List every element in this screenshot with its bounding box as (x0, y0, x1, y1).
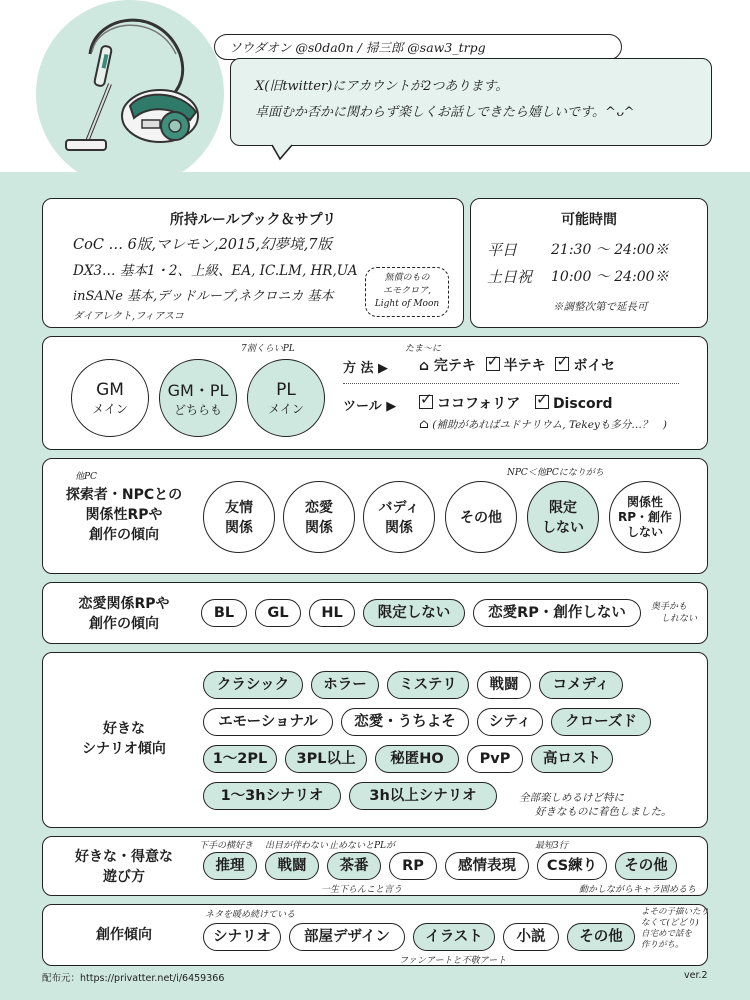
method-half-text: 半テキ (503, 358, 546, 374)
circle-line: 関係性 (626, 494, 663, 509)
note-line: 自宅めで話を (641, 929, 693, 939)
pill-other: その他 (615, 852, 677, 880)
tool-label: ツール ▶ (343, 399, 397, 414)
circle-line: RP・創作 (617, 509, 673, 524)
tool-options (419, 393, 613, 413)
tool-cocofolia: ココフォリア (437, 396, 521, 412)
combat-note: 出目が伴わない (265, 841, 329, 851)
pill-closed: クローズド (551, 708, 651, 736)
pl-ratio-note: 7割くらいPL (241, 344, 295, 354)
circle-line: メイン (268, 401, 304, 416)
pill-deduction: 推理 (203, 852, 257, 880)
note-line: なくて(どどり) (641, 918, 699, 928)
label-line: 関係性RPや (85, 507, 163, 523)
deduction-note: 下手の横好き (199, 841, 254, 851)
circle-line: その他 (460, 510, 502, 526)
farce-note-bottom: 一生下らんこと言う (321, 885, 403, 895)
pill-no-romance: 恋愛RP・創作しない (473, 599, 641, 627)
label-line: 創作の傾向 (89, 527, 159, 543)
pl-main-circle (247, 359, 325, 437)
pill-other: その他 (567, 923, 635, 951)
gm-main-circle (71, 359, 149, 437)
buddy-circle (363, 481, 435, 553)
pill-3h-plus: 3h以上シナリオ (349, 782, 497, 810)
pill-room-design: 部屋デザイン (289, 923, 405, 951)
label-line: シナリオ傾向 (82, 741, 166, 757)
circle-line: バディ (378, 500, 420, 516)
pill-novel: 小説 (503, 923, 559, 951)
farce-note: 止めないとPLが (329, 841, 396, 851)
role-card (42, 336, 708, 450)
speech-bubble (230, 58, 712, 146)
rulebook-dx3: DX3… 基本1・2、上級、EA, IC.LM, HR,UA (73, 263, 358, 279)
circle-line: しない (542, 520, 584, 536)
pill-1-3h: 1〜3hシナリオ (203, 782, 341, 810)
creation-card (42, 904, 708, 966)
label-line: 恋愛関係RPや (78, 596, 170, 612)
circle-line: しない (626, 524, 663, 539)
pill-comedy: コメディ (539, 671, 623, 699)
pill-illustration: イラスト (413, 923, 495, 951)
other-creation-note (641, 907, 709, 951)
pill-cs: CS練り (537, 852, 607, 880)
note-line: 全部楽しめるけど特に (519, 792, 624, 804)
play-style-label (51, 847, 197, 887)
note-line: 好きなものに着色しました。 (535, 806, 672, 818)
no-relationship-circle (609, 481, 681, 553)
pill-farce: 茶番 (327, 852, 381, 880)
scenario-note (519, 791, 672, 819)
vacuum-cleaner-illustration (30, 0, 230, 194)
checkbox-icon (555, 357, 569, 371)
circle-line: 恋愛 (305, 500, 333, 516)
divider (343, 383, 679, 384)
tool-extra-text: (補助があればユドナリウム, Tekeyも多分…？ ) (432, 419, 667, 431)
scenario-label (51, 719, 197, 759)
method-options (419, 355, 615, 375)
rulebook-insane: inSANe 基本,デッドループ,ネクロニカ 基本 (73, 289, 334, 304)
romance-circle (283, 481, 355, 553)
other-note-bottom: 動かしながらキャラ固めるち (579, 885, 697, 895)
name-bar (214, 34, 622, 60)
other-circle (445, 481, 517, 553)
note-line: 奥手かも (651, 602, 688, 612)
pill-bl: BL (201, 599, 247, 627)
method-label: 方 法 ▶ (343, 361, 389, 376)
pill-pvp: PvP (467, 745, 523, 773)
label-line: 好きな・得意な (75, 849, 173, 865)
holiday-time: 10:00 〜 24:00※ (551, 269, 669, 285)
play-style-card (42, 836, 708, 896)
circle-line: 限定 (549, 500, 577, 516)
rarely-icon: ⌂ (419, 358, 430, 374)
pill-3pl-plus: 3PL以上 (285, 745, 367, 773)
pill-no-limit: 限定しない (363, 599, 465, 627)
circle-line: 友情 (225, 500, 253, 516)
pill-hl: HL (309, 599, 355, 627)
circle-line: GM (96, 379, 124, 400)
method-voice: ボイセ (573, 358, 615, 374)
circle-line: メイン (92, 401, 128, 416)
pill-rp: RP (389, 852, 437, 880)
weekday-label: 平日 (487, 241, 518, 259)
method-note: たま〜に (405, 344, 442, 354)
gm-pl-both-circle (159, 359, 237, 437)
friendship-circle (203, 481, 275, 553)
free-rulebook-note (365, 267, 449, 317)
romance-card (42, 582, 708, 644)
version-label: ver.2 (684, 970, 708, 981)
pill-classic: クラシック (203, 671, 303, 699)
pill-combat: 戦闘 (477, 671, 531, 699)
pill-scenario: シナリオ (203, 923, 281, 951)
relationship-card (42, 458, 708, 574)
pill-1-2pl: 1〜2PL (203, 745, 277, 773)
bubble-line-2: 卓面むか否かに関わらず楽しくお話しできたら嬉しいです。^ᴗ^ (255, 105, 635, 120)
pill-city: シティ (477, 708, 543, 736)
label-line: 遊び方 (103, 869, 145, 885)
holiday-label: 土日祝 (487, 268, 533, 286)
creation-label: 創作傾向 (96, 927, 152, 943)
pill-emotional: エモーショナル (203, 708, 333, 736)
speech-bubble-tail (270, 142, 296, 162)
pill-romance-uchiyoso: 恋愛・うちよそ (341, 708, 469, 736)
weekday-time: 21:30 〜 24:00※ (551, 242, 669, 258)
pill-secret-ho: 秘匿HO (375, 745, 459, 773)
account-names: ソウダオン @s0da0n / 掃三郎 @saw3_trpg (229, 40, 486, 55)
note-line: よその子描いたり (641, 907, 710, 917)
no-limit-circle (527, 481, 599, 553)
circle-line: PL (276, 379, 296, 400)
circle-line: 関係 (225, 520, 253, 536)
pill-gl: GL (255, 599, 301, 627)
circle-line: どちらも (173, 403, 222, 417)
circle-line: 関係 (305, 520, 333, 536)
fanart-note: ファンアートと不敬アート (399, 956, 507, 966)
checkbox-icon (535, 395, 549, 409)
label-line: 探索者・NPCとの (65, 487, 183, 503)
note-line: しれない (661, 614, 698, 624)
rulebook-coc: CoC … 6版,マレモン,2015,幻夢境,7版 (73, 237, 332, 253)
cs-note: 最短3行 (535, 841, 568, 851)
npc-note: NPC＜他PCになりがち (507, 468, 604, 478)
rulebook-card (42, 198, 464, 328)
pill-emotion: 感情表現 (445, 852, 529, 880)
time-note: ※調整次第で延長可 (553, 301, 648, 313)
romance-label (51, 594, 197, 634)
free-note-line: エモクロア, (383, 286, 431, 296)
scenario-note: ネタを暖め続けている (205, 910, 296, 920)
label-line: 創作の傾向 (89, 616, 159, 632)
circle-line: 関係 (385, 520, 413, 536)
bubble-line-1: X(旧twitter)にアカウントが2つあります。 (255, 79, 509, 94)
circle-line: GM・PL (167, 381, 229, 400)
free-note-line: 無償のもの (384, 273, 430, 283)
other-pc-note: 他PC (75, 472, 97, 482)
pill-horror: ホラー (311, 671, 379, 699)
checkbox-icon (419, 395, 433, 409)
rulebook-others: ダイアレクト,フィアスコ (73, 311, 184, 322)
time-title: 可能時間 (561, 212, 617, 228)
note-line: 作りがち。 (641, 940, 684, 950)
pill-mystery: ミステリ (387, 671, 469, 699)
rulebook-title: 所持ルールブック＆サプリ (169, 212, 337, 228)
pill-combat: 戦闘 (265, 852, 319, 880)
romance-note (651, 601, 697, 625)
source-link[interactable]: 配布元：https://privatter.net/i/6459366 (42, 973, 225, 984)
tool-extra (419, 417, 667, 432)
pill-high-lost: 高ロスト (531, 745, 613, 773)
label-line: 好きな (103, 721, 145, 737)
free-note-line: Light of Moon (374, 299, 440, 309)
scenario-card (42, 652, 708, 828)
checkbox-icon (486, 357, 500, 371)
tool-discord: Discord (552, 396, 613, 412)
method-full-text: 完テキ (433, 358, 476, 374)
rarely-icon: ⌂ (419, 417, 429, 432)
relationship-label (51, 485, 197, 545)
available-time-card (470, 198, 708, 328)
